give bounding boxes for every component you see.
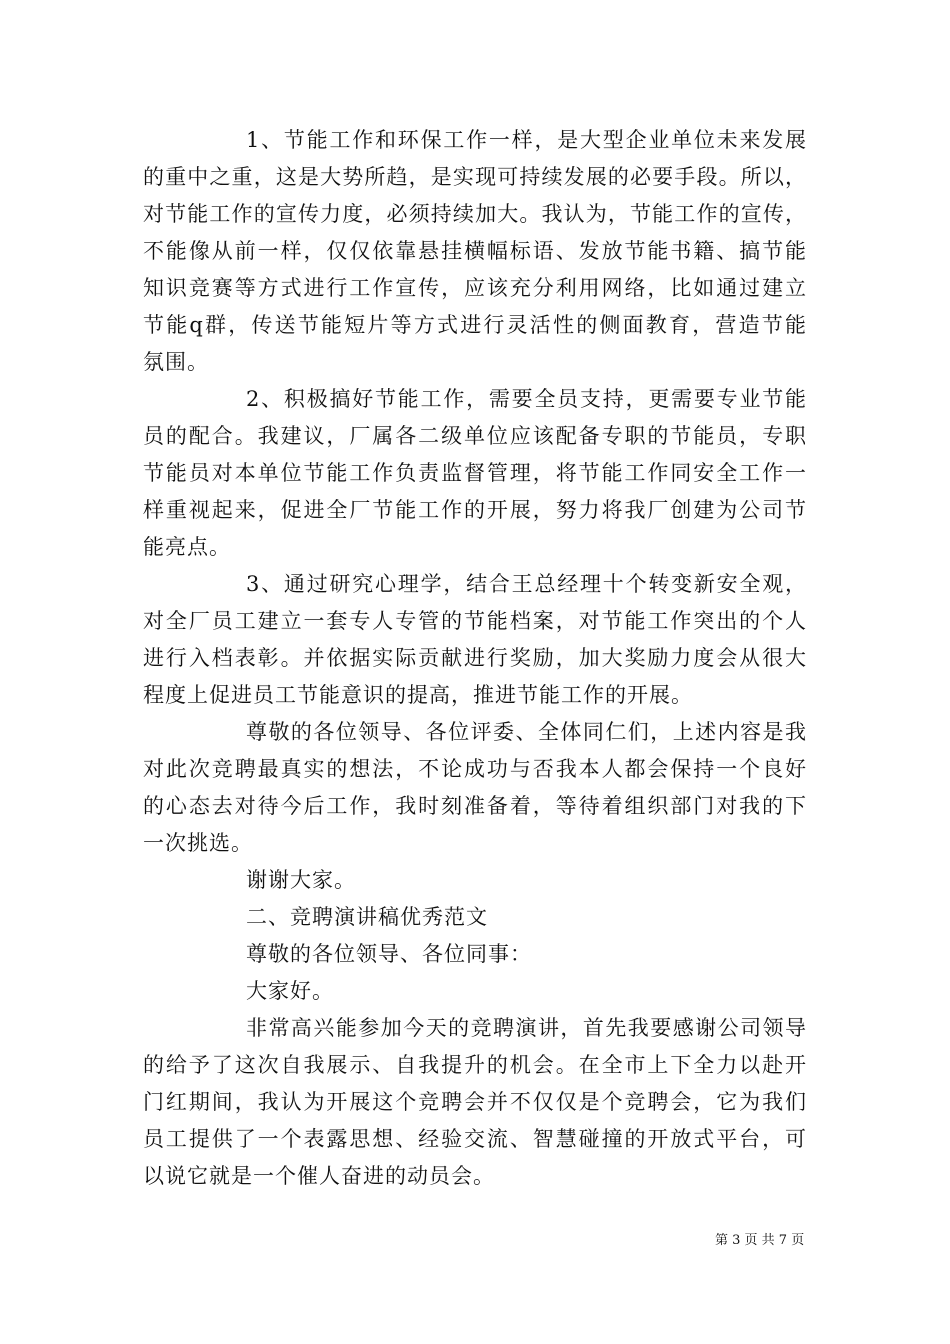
text-line: 门红期间，我认为开展这个竞聘会并不仅仅是个竞聘会，它为我们 [143, 1090, 807, 1114]
text-line: 对此次竞聘最真实的想法，不论成功与否我本人都会保持一个良好 [143, 757, 807, 781]
text-line: 员的配合。我建议，厂属各二级单位应该配备专职的节能员，专职 [143, 424, 807, 448]
text-line: 氛围。 [143, 350, 209, 374]
text-line: 对全厂员工建立一套专人专管的节能档案，对节能工作突出的个人 [143, 609, 807, 633]
text-line: 谢谢大家。 [246, 868, 356, 892]
text-line: 的心态去对待今后工作，我时刻准备着，等待着组织部门对我的下 [143, 794, 807, 818]
text-line: 1、节能工作和环保工作一样，是大型企业单位未来发展 [246, 128, 807, 152]
text-line: 节能员对本单位节能工作负责监督管理，将节能工作同安全工作一 [143, 461, 807, 485]
text-line: 对节能工作的宣传力度，必须持续加大。我认为，节能工作的宣传， [143, 202, 807, 226]
text-line: 节能q群，传送节能短片等方式进行灵活性的侧面教育，营造节能 [143, 313, 807, 337]
text-line: 进行入档表彰。并依据实际贡献进行奖励，加大奖励力度会从很大 [143, 646, 807, 670]
page-number: 第 3 页 共 7 页 [715, 1233, 805, 1248]
text-line: 尊敬的各位领导、各位评委、全体同仁们，上述内容是我 [246, 720, 807, 744]
text-line: 非常高兴能参加今天的竞聘演讲，首先我要感谢公司领导 [246, 1016, 807, 1040]
text-line: 大家好。 [246, 979, 334, 1003]
text-line: 知识竞赛等方式进行工作宣传，应该充分利用网络，比如通过建立 [143, 276, 807, 300]
text-line: 的重中之重，这是大势所趋，是实现可持续发展的必要手段。所以， [143, 165, 807, 189]
text-line: 一次挑选。 [143, 831, 253, 855]
text-line: 员工提供了一个表露思想、经验交流、智慧碰撞的开放式平台，可 [143, 1127, 807, 1151]
document-body [143, 122, 807, 1195]
text-line: 的给予了这次自我展示、自我提升的机会。在全市上下全力以赴开 [143, 1053, 807, 1077]
text-line: 3、通过研究心理学，结合王总经理十个转变新安全观， [246, 572, 807, 596]
text-line: 程度上促进员工节能意识的提高，推进节能工作的开展。 [143, 683, 693, 707]
text-line: 以说它就是一个催人奋进的动员会。 [143, 1164, 495, 1188]
text-line: 尊敬的各位领导、各位同事： [246, 942, 532, 966]
text-line: 不能像从前一样，仅仅依靠悬挂横幅标语、发放节能书籍、搞节能 [143, 239, 807, 263]
text-line: 2、积极搞好节能工作，需要全员支持，更需要专业节能 [246, 387, 807, 411]
text-line: 能亮点。 [143, 535, 231, 559]
text-line: 样重视起来，促进全厂节能工作的开展，努力将我厂创建为公司节 [143, 498, 807, 522]
text-line: 二、竞聘演讲稿优秀范文 [246, 905, 488, 929]
